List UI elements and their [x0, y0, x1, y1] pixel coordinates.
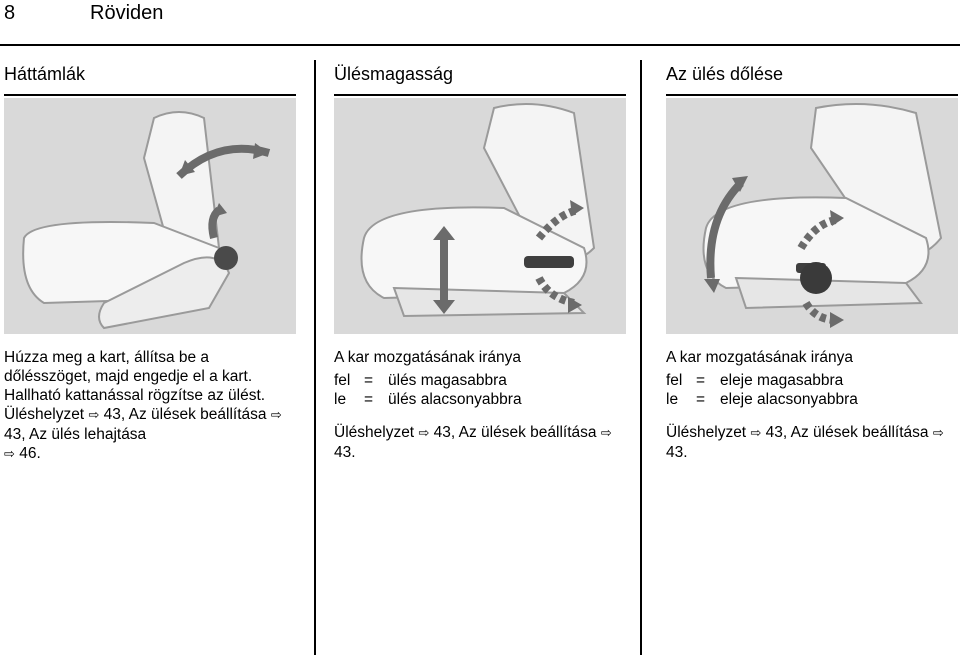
- cross-reference-icon: ⇨: [270, 408, 282, 423]
- column-divider: [314, 60, 316, 655]
- legend-key: le: [334, 391, 347, 408]
- cross-reference-icon: ⇨: [750, 426, 762, 441]
- header-rule: [0, 44, 960, 46]
- legend-row: [334, 390, 626, 409]
- cross-reference-link[interactable]: 46.: [19, 445, 41, 462]
- column-divider: [640, 60, 642, 655]
- cross-reference-icon: ⇨: [600, 426, 612, 441]
- direction-legend: [334, 371, 626, 409]
- legend-value: ülés magasabbra: [388, 372, 507, 389]
- cross-reference-link[interactable]: 43.: [666, 444, 688, 461]
- section-text: [4, 348, 296, 464]
- page-number: 8: [4, 2, 16, 24]
- cross-reference-link[interactable]: 43.: [334, 444, 356, 461]
- chapter-title: Röviden: [90, 2, 164, 24]
- section-title: Az ülés dőlése: [666, 64, 784, 84]
- legend-key: le: [666, 391, 679, 408]
- seat-tilt-illustration: [666, 98, 958, 334]
- section-text: [334, 348, 626, 462]
- cross-reference-icon: ⇨: [418, 426, 430, 441]
- section-title: Háttámlák: [4, 64, 86, 84]
- section-seat-tilt: [666, 60, 958, 462]
- section-backrest: [4, 60, 296, 464]
- cross-reference-icon: ⇨: [88, 408, 100, 423]
- legend-equals: =: [696, 391, 706, 408]
- direction-intro: A kar mozgatásának iránya: [334, 349, 521, 366]
- section-text: [666, 348, 958, 462]
- legend-key: fel: [666, 372, 683, 389]
- reference-prefix: Üléshelyzet: [666, 424, 747, 441]
- cross-reference-icon: ⇨: [4, 447, 15, 462]
- legend-equals: =: [364, 391, 374, 408]
- legend-key: fel: [334, 372, 351, 389]
- legend-equals: =: [364, 372, 374, 389]
- cross-reference-icon: ⇨: [932, 426, 944, 441]
- instruction-paragraph: Húzza meg a kart, állítsa be a dőlésszöget, majd engedje el a kart. Hallható kattanással rögzítse az ülést.: [4, 349, 266, 404]
- section-seat-height: [334, 60, 626, 462]
- legend-value: eleje alacsonyabbra: [720, 391, 858, 408]
- direction-legend: [666, 371, 958, 409]
- reference-prefix: Üléshelyzet: [4, 406, 85, 423]
- legend-value: ülés alacsonyabbra: [388, 391, 522, 408]
- cross-reference-link[interactable]: 43, Az ülések beállítása: [765, 424, 929, 441]
- legend-row: [666, 371, 958, 390]
- page-header: [0, 0, 960, 46]
- cross-reference-link[interactable]: 43, Az ülések beállítása: [103, 406, 267, 423]
- section-title: Ülésmagasság: [334, 64, 454, 84]
- seat-height-illustration: [334, 98, 626, 334]
- cross-reference-link[interactable]: 43, Az ülés lehajtása: [4, 426, 147, 443]
- legend-equals: =: [696, 372, 706, 389]
- section-rule: [334, 94, 626, 96]
- legend-value: eleje magasabbra: [720, 372, 844, 389]
- direction-intro: A kar mozgatásának iránya: [666, 349, 853, 366]
- legend-row: [334, 371, 626, 390]
- seat-backrest-illustration: [4, 98, 296, 334]
- cross-reference-link[interactable]: 43, Az ülések beállítása: [433, 424, 597, 441]
- section-rule: [4, 94, 296, 96]
- section-rule: [666, 94, 958, 96]
- reference-prefix: Üléshelyzet: [334, 424, 415, 441]
- legend-row: [666, 390, 958, 409]
